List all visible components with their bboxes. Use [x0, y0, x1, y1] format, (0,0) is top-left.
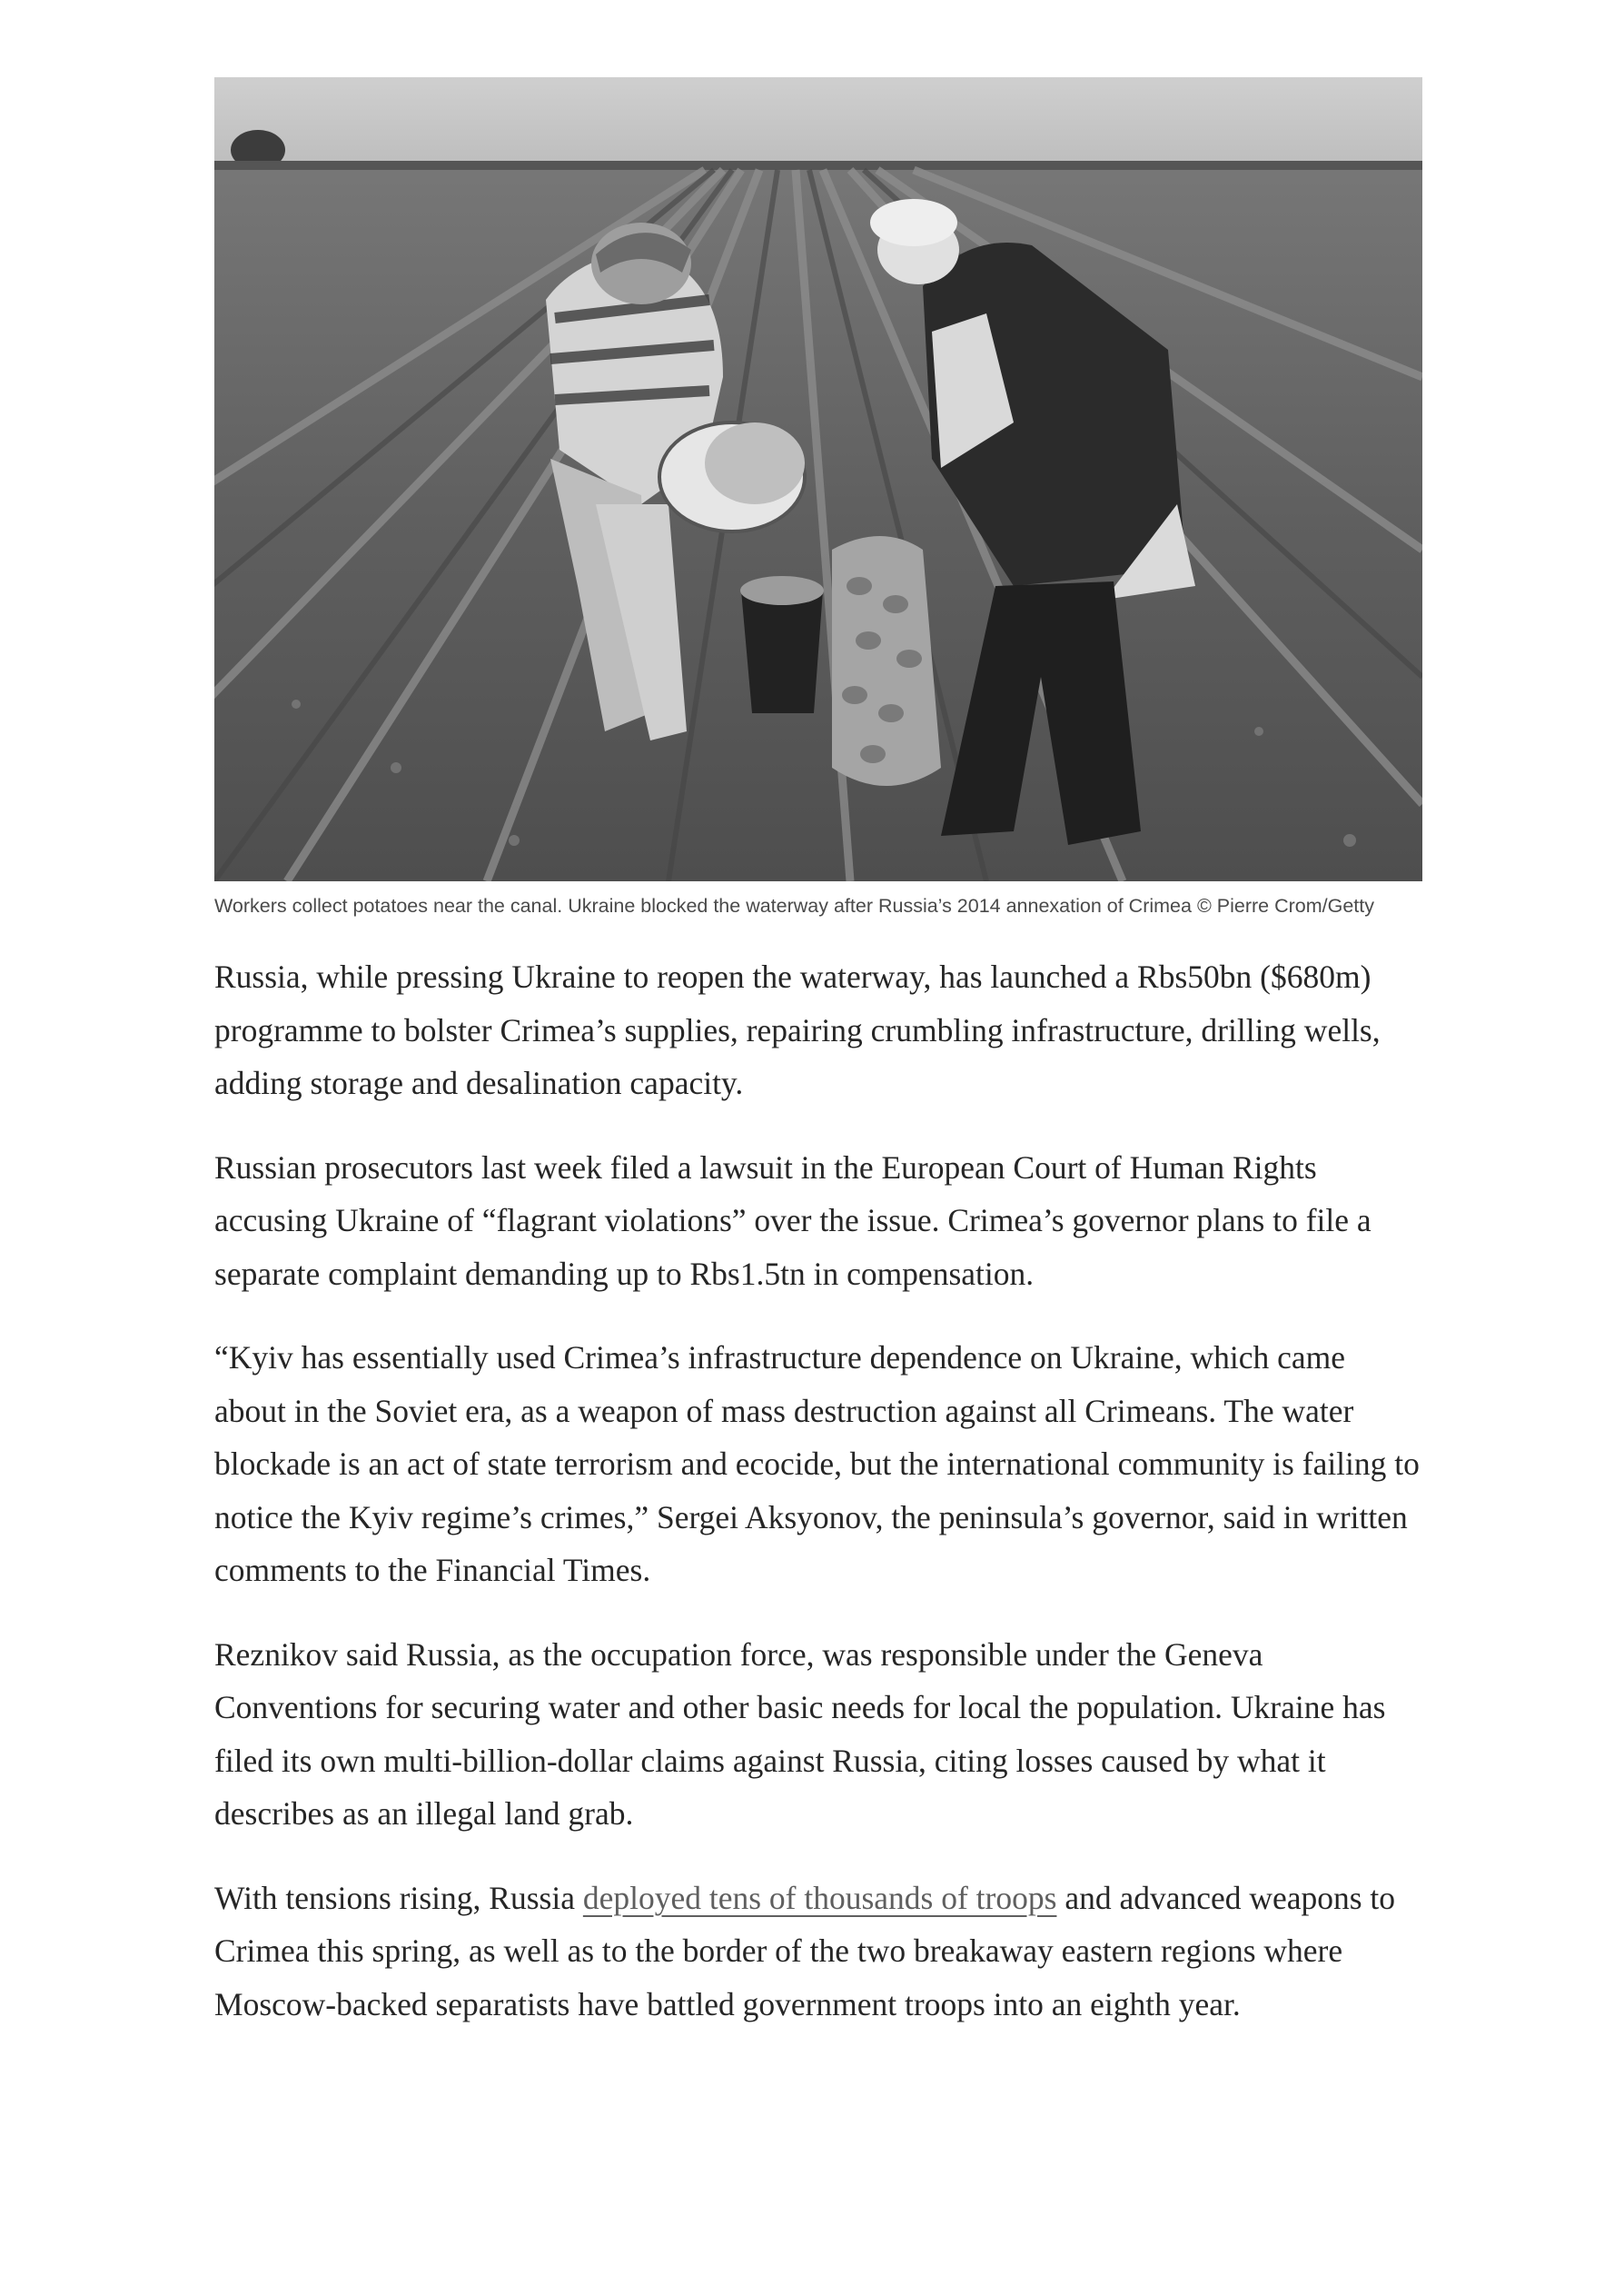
paragraph-5 [214, 1872, 1422, 2032]
article [214, 77, 1422, 2031]
paragraph-1: Russia, while pressing Ukraine to reopen the waterway, has launched a Rbs50bn ($680m) programme to bolster Crimea’s supplies, repairing crumbling infrastructure, drilling wells, adding storage and desalination capacity. [214, 959, 1381, 1101]
troops-deployment-link[interactable]: deployed tens of thousands of troops [582, 1879, 1057, 1916]
paragraph-4: Reznikov said Russia, as the occupation force, was responsible under the Geneva Conventions for securing water and other basic needs for local the population. Ukraine has filed its own multi-billion-dollar claims against Russia, citing losses caused by what it describes as an illegal land grab. [214, 1635, 1386, 1832]
paragraph-2: Russian prosecutors last week filed a lawsuit in the European Court of Human Rights accusing Ukraine of “flagrant violations” over the issue. Crimea’s governor plans to file a separate complaint demanding up to Rbs1.5tn in compensation. [214, 1148, 1371, 1292]
photo-caption: Workers collect potatoes near the canal. Ukraine blocked the waterway after Russia’s 2014 annexation of Crimea © Pierre Crom/Getty [214, 895, 1374, 917]
paragraph-5-text-before: With tensions rising, Russia [214, 1879, 583, 1916]
photo-potato-workers [214, 77, 1422, 881]
paragraph-5-text-after: and advanced weapons to Crimea this spring, as well as to the border of the two breakaway eastern regions where Moscow-backed separatists have battled government troops into an eighth year. [214, 1879, 1396, 2022]
paragraph-3: “Kyiv has essentially used Crimea’s infrastructure dependence on Ukraine, which came about in the Soviet era, as a weapon of mass destruction against all Crimeans. The water blockade is an act of state terrorism and ecocide, but the international community is failing to notice the Kyiv regime’s crimes,” Sergei Aksyonov, the peninsula’s governor, said in written comments to the Financial Times. [214, 1339, 1420, 1588]
article-figure [214, 77, 1422, 921]
